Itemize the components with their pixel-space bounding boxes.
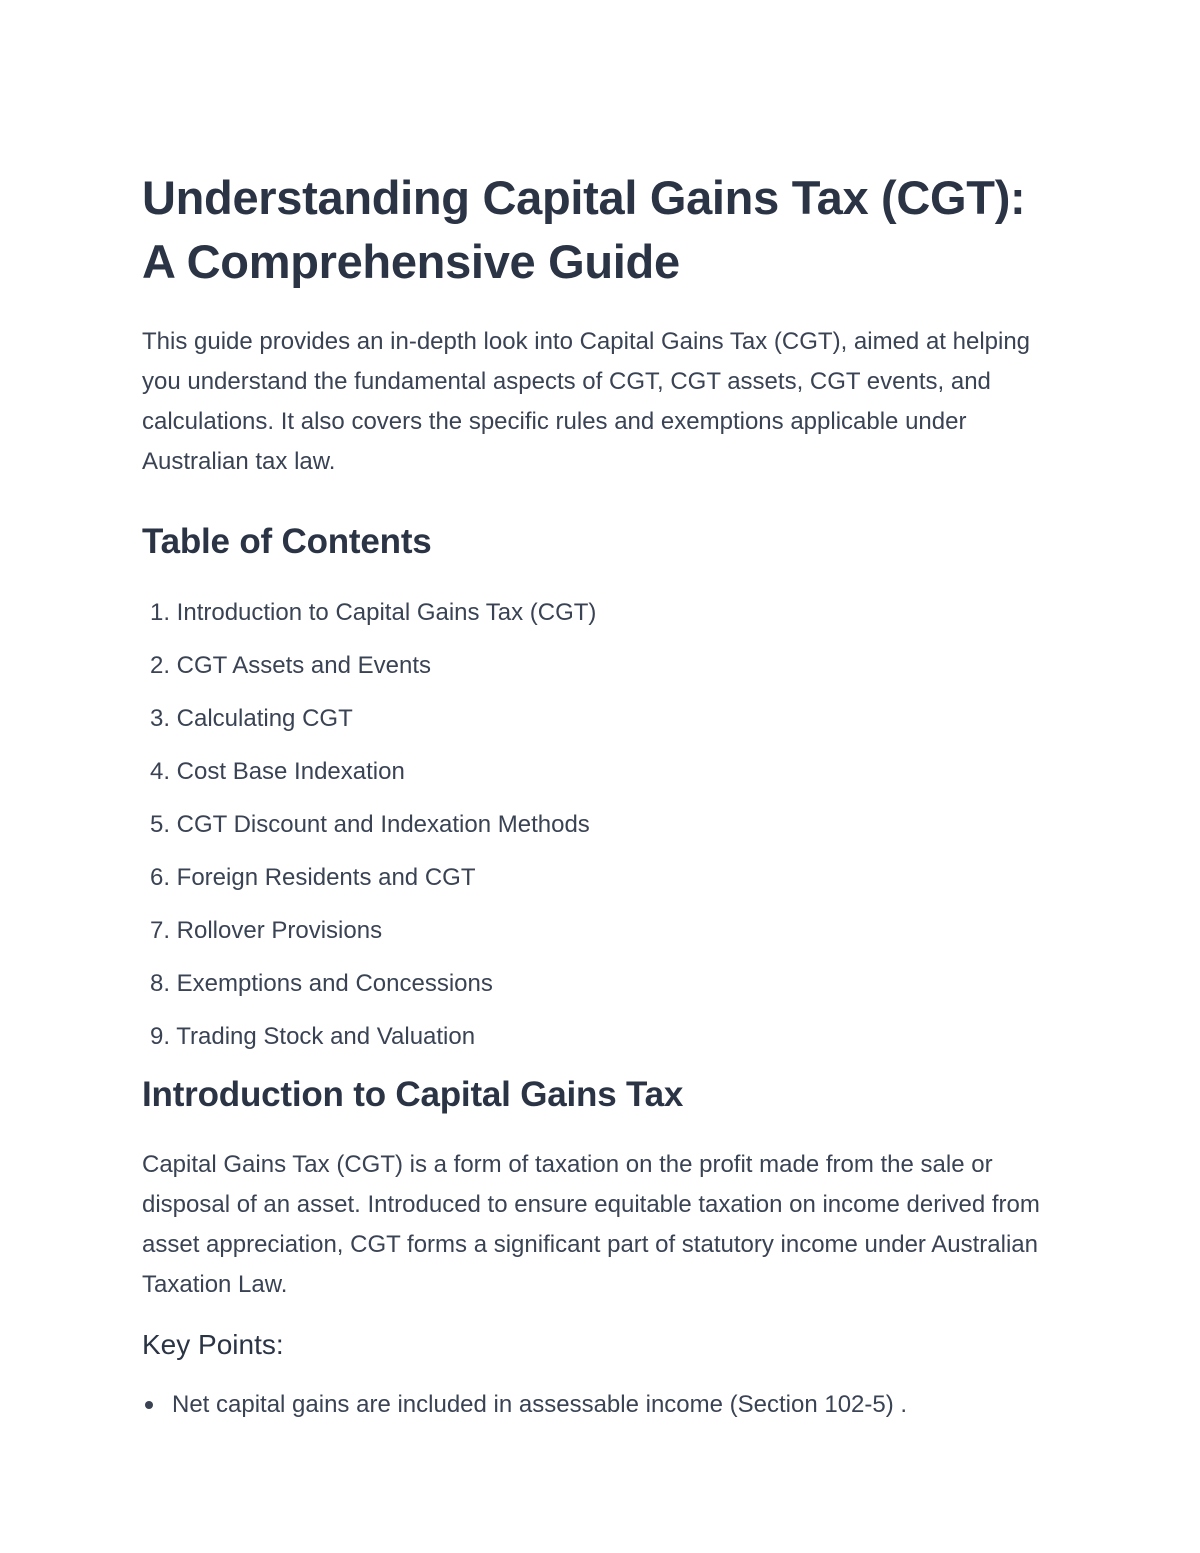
toc-item-label: Cost Base Indexation bbox=[176, 758, 405, 785]
section-body-introduction: Capital Gains Tax (CGT) is a form of taxation on the profit made from the sale or disposal of an asset. Introduced to ensure equitable taxation on income derived from asset appreciation, CGT forms a significant part of statutory income under Australian Taxation Law. bbox=[142, 1151, 1040, 1298]
toc-item-number: 2. bbox=[149, 652, 170, 679]
toc-item[interactable] bbox=[142, 798, 1060, 851]
toc-item-number: 9. bbox=[149, 1023, 170, 1050]
toc-item-number: 3. bbox=[149, 705, 170, 732]
toc-item-number: 4. bbox=[149, 758, 170, 785]
toc-item[interactable] bbox=[142, 904, 1060, 957]
bullet-icon bbox=[145, 1401, 153, 1409]
toc-item-label: Trading Stock and Valuation bbox=[176, 1023, 476, 1050]
list-item bbox=[142, 1385, 1060, 1425]
toc-item[interactable] bbox=[142, 639, 1060, 692]
toc-item-number: 1. bbox=[149, 599, 170, 626]
toc-item[interactable] bbox=[142, 745, 1060, 798]
toc-item[interactable] bbox=[142, 851, 1060, 904]
key-points-list bbox=[142, 1385, 1060, 1425]
toc-list bbox=[142, 586, 1060, 1063]
toc-item-label: Rollover Provisions bbox=[176, 917, 383, 944]
toc-heading: Table of Contents bbox=[142, 522, 432, 561]
document-title bbox=[142, 166, 1060, 294]
key-points-heading: Key Points: bbox=[142, 1329, 284, 1360]
toc-item[interactable] bbox=[142, 692, 1060, 745]
document-title-line-2: A Comprehensive Guide bbox=[142, 235, 680, 288]
toc-item-number: 5. bbox=[149, 811, 170, 838]
toc-item[interactable] bbox=[142, 957, 1060, 1010]
section-heading-introduction: Introduction to Capital Gains Tax bbox=[142, 1075, 684, 1114]
toc-item[interactable] bbox=[142, 1010, 1060, 1063]
toc-item-label: Foreign Residents and CGT bbox=[176, 864, 476, 891]
toc-item[interactable] bbox=[142, 586, 1060, 639]
toc-item-number: 7. bbox=[149, 917, 170, 944]
intro-paragraph: This guide provides an in-depth look into Capital Gains Tax (CGT), aimed at helping you understand the fundamental aspects of CGT, CGT assets, CGT events, and calculations. It also covers the specific rules and exemptions applicable under Australian tax law. bbox=[142, 328, 1031, 475]
toc-item-label: Exemptions and Concessions bbox=[176, 970, 493, 997]
document-title-line-1: Understanding Capital Gains Tax (CGT): bbox=[142, 171, 1026, 224]
toc-item-label: CGT Discount and Indexation Methods bbox=[176, 811, 590, 838]
toc-item-label: Calculating CGT bbox=[176, 705, 353, 732]
key-point-text: Net capital gains are included in assessable income (Section 102-5) . bbox=[172, 1391, 908, 1418]
toc-item-label: CGT Assets and Events bbox=[176, 652, 432, 679]
toc-item-label: Introduction to Capital Gains Tax (CGT) bbox=[176, 599, 597, 626]
toc-item-number: 6. bbox=[149, 864, 170, 891]
toc-item-number: 8. bbox=[149, 970, 170, 997]
